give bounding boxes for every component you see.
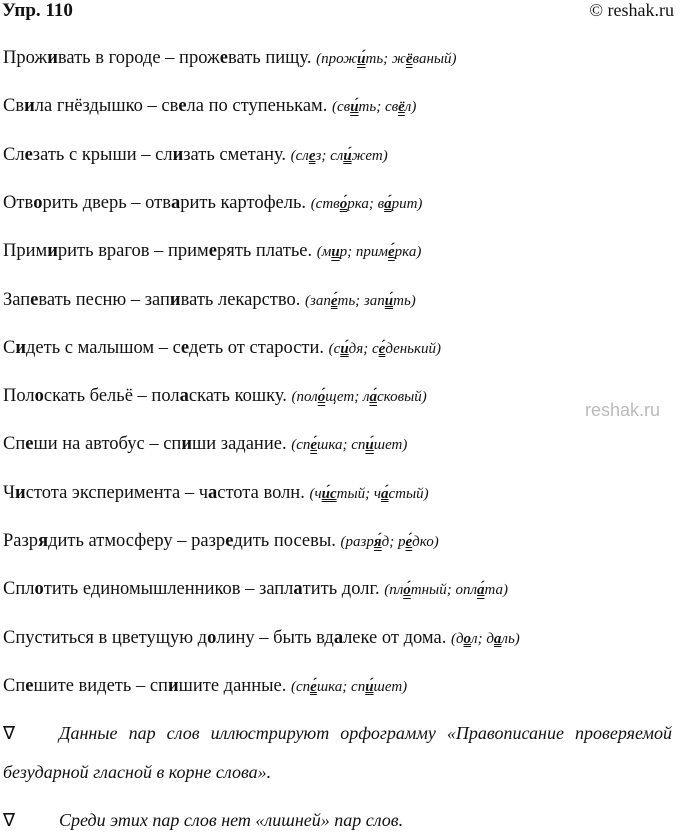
hint-text: ть; св (358, 99, 399, 116)
sentence-text: Сп (3, 675, 26, 696)
hint-text: (д (450, 630, 464, 647)
check-word-hint (291, 437, 407, 453)
highlighted-vowel: о (34, 579, 44, 600)
sentence-text: рить картофель. (180, 192, 311, 213)
highlighted-vowel: е (25, 434, 34, 455)
highlighted-vowel: е (25, 675, 34, 696)
hint-text: (зап (304, 292, 331, 309)
hint-text: рка) (394, 244, 422, 261)
sentence-text: лину – быть вд (216, 627, 334, 648)
word-pair-line (3, 577, 508, 602)
word-pair-line (3, 529, 439, 554)
sentence-text: ла по ступенькам. (186, 96, 333, 117)
stressed-vowel: и (331, 244, 340, 261)
hint-text: (прож (316, 51, 358, 67)
note-1 (3, 714, 672, 792)
stressed-vowel: е́ (378, 340, 386, 357)
highlighted-vowel: о (207, 627, 217, 648)
hint-text: денький) (385, 340, 442, 357)
word-pair-line (3, 46, 457, 71)
stressed-vowel: ё (398, 99, 405, 116)
highlighted-vowel: е (208, 241, 217, 262)
highlighted-vowel: е (219, 48, 228, 68)
hint-text: (пол (291, 389, 318, 406)
hint-text: (св (332, 99, 351, 116)
sentence-text: шите данные. (178, 675, 291, 696)
highlighted-vowel: е (178, 96, 187, 117)
highlighted-vowel: и (169, 289, 181, 310)
triangle-icon: ∇ (3, 723, 16, 743)
sentence-text: вать песню – зап (38, 289, 170, 310)
note-2 (3, 801, 672, 833)
word-pair-line (3, 94, 416, 119)
hint-text: д; р (381, 534, 406, 550)
sentence-text: Разр (3, 531, 39, 551)
sentence-text: ла гнёздышко – св (34, 96, 179, 117)
sentence-text: Спл (3, 579, 35, 600)
sentence-text: леке от дома. (343, 627, 451, 648)
highlighted-vowel: и (15, 482, 26, 503)
word-pair-line (3, 384, 427, 409)
highlighted-vowel: а (208, 482, 218, 503)
sentence-text: вать пищу. (228, 48, 317, 68)
sentence-text: зать с крыши – сл (32, 144, 173, 165)
watermark: reshak.ru (585, 400, 661, 420)
hint-text: ть) (393, 292, 416, 309)
hint-text: (пл (384, 582, 404, 599)
word-pair-line (3, 288, 416, 313)
hint-text: сковый) (376, 389, 427, 406)
sentence-text: Пол (3, 386, 35, 407)
hint-text: (сп (291, 678, 311, 695)
sentence-text: шите видеть – сп (33, 675, 168, 696)
highlighted-vowel: о (33, 192, 43, 213)
hint-text: шка; сп (316, 678, 366, 695)
stressed-vowel: и́ (384, 292, 394, 309)
hint-text: рка; в (347, 195, 385, 212)
stressed-vowel: и́ (357, 51, 366, 67)
sentence-text: тить долг. (302, 579, 385, 600)
exercise-number: Упр. 110 (2, 0, 73, 21)
highlighted-vowel: е (30, 289, 39, 310)
sentence-text: дить атмосферу – разр (48, 531, 226, 551)
highlighted-vowel: о (34, 386, 44, 407)
sentence-text: Св (3, 96, 25, 117)
check-word-hint (291, 148, 388, 164)
word-pair-line (3, 481, 429, 506)
hint-text: (разр (340, 534, 374, 550)
hint-text: (м (316, 244, 332, 261)
stressed-vowel: и́ (340, 340, 349, 357)
word-pair-line (3, 336, 441, 361)
sentence-text: рить дверь – отв (42, 192, 171, 213)
sentence-text: вать в городе – прож (57, 48, 220, 68)
sentence-text: скать бельё – пол (43, 386, 180, 407)
sentence-text: деть с малышом – с (26, 337, 181, 358)
sentence-text: С (3, 337, 16, 358)
word-pair-line (3, 432, 407, 457)
check-word-hint (332, 99, 416, 115)
sentence-text: стота волн. (217, 482, 310, 503)
word-pair-line (3, 143, 388, 168)
check-word-hint (291, 679, 407, 695)
hint-text: та) (484, 582, 508, 599)
hint-text: шет) (373, 437, 408, 454)
stressed-vowel: а́ (384, 195, 392, 212)
triangle-icon: ∇ (3, 810, 16, 830)
note-text: Среди этих пар слов нет «лишней» пар слов. (59, 810, 404, 830)
sentence-text: Зап (3, 289, 31, 310)
highlighted-vowel: е (24, 144, 33, 165)
highlighted-vowel: а (333, 627, 344, 648)
highlighted-vowel: я (38, 531, 49, 551)
word-pair-line (3, 626, 520, 651)
sentence-text: ши задание. (192, 434, 292, 455)
word-pair-line (3, 674, 407, 699)
stressed-vowel: е́ (310, 678, 317, 695)
hint-text: (ств (310, 195, 340, 212)
hint-text: л) (404, 99, 417, 116)
hint-text: р; прим (339, 244, 388, 261)
hint-text: ваный) (412, 51, 457, 67)
sentence-text: ши на автобус – сп (33, 434, 182, 455)
note-text: Данные пар слов иллюстрируют орфограмму «Правописание проверяемой безударной гласной в корне слова». (3, 723, 672, 782)
stressed-vowel: а́ (369, 389, 377, 406)
sentence-text: Прим (3, 241, 48, 262)
hint-text: щет; л (325, 389, 370, 406)
highlighted-vowel: е (180, 337, 190, 358)
check-word-hint (311, 196, 423, 212)
sentence-text: тить единомышленников – запл (43, 579, 294, 600)
sentence-text: Сл (3, 144, 25, 165)
highlighted-vowel: и (172, 144, 184, 165)
stressed-vowel: и́ (365, 437, 374, 454)
hint-text: ть; зап (337, 292, 385, 309)
sentence-text: рять платье. (216, 241, 317, 262)
check-word-hint (329, 341, 441, 357)
stressed-vowel: а́ (476, 582, 485, 599)
hint-text: тый; ч (336, 485, 382, 502)
stressed-vowel: ё (405, 51, 413, 67)
stressed-vowel: е (308, 147, 316, 164)
stressed-vowel: о́ (317, 389, 326, 406)
sentence-text: стота эксперимента – ч (25, 482, 208, 503)
sentence-text: дить посевы. (233, 531, 341, 551)
hint-text: л; д (471, 630, 494, 647)
hint-text: дко) (412, 534, 439, 550)
check-word-hint (384, 582, 508, 598)
sentence-text: Сп (3, 434, 26, 455)
stressed-vowel: е́ (310, 437, 318, 454)
hint-text: стый) (388, 485, 429, 502)
sentence-text: деть от старости. (189, 337, 329, 358)
stressed-vowel: о́ (339, 195, 348, 212)
check-word-hint (316, 51, 456, 67)
stressed-vowel: е́ (388, 244, 395, 261)
stressed-vowel: и́ (350, 99, 359, 116)
stressed-vowel: а (493, 630, 502, 647)
highlighted-vowel: а (293, 579, 303, 600)
check-word-hint (305, 293, 416, 309)
stressed-vowel: е́ (330, 292, 338, 309)
check-word-hint (309, 486, 428, 502)
word-pair-line (3, 239, 421, 264)
highlighted-vowel: и (15, 337, 27, 358)
hint-text: шка; сп (317, 437, 366, 454)
stressed-vowel: я́ (373, 534, 382, 550)
hint-text: дя; с (348, 340, 379, 357)
stressed-vowel: и́с (321, 485, 337, 502)
check-word-hint (292, 389, 427, 405)
hint-text: тный; опл (410, 582, 477, 599)
check-word-hint (341, 534, 439, 550)
stressed-vowel: и́ (365, 678, 374, 695)
hint-text: ть; ж (365, 51, 406, 67)
copyright: © reshak.ru (589, 0, 674, 20)
highlighted-vowel: и (24, 96, 35, 117)
sentence-text: зать сметану. (183, 144, 291, 165)
stressed-vowel: о́ (403, 582, 411, 599)
hint-text: жет) (351, 147, 388, 164)
check-word-hint (451, 631, 520, 647)
word-pair-line (3, 191, 422, 216)
sentence-text: Ч (3, 482, 16, 503)
sentence-text: вать лекарство. (180, 289, 305, 310)
highlighted-vowel: а (179, 386, 189, 407)
hint-text: шет) (373, 678, 408, 695)
highlighted-vowel: и (167, 675, 179, 696)
sentence-text: Спуститься в цветущую д (3, 627, 208, 648)
highlighted-vowel: а (171, 192, 181, 213)
check-word-hint (317, 244, 422, 260)
stressed-vowel: и́ (343, 147, 352, 164)
stressed-vowel: е́ (405, 534, 413, 550)
hint-text: (сл (290, 147, 309, 164)
sentence-text: Отв (3, 192, 34, 213)
hint-text: (сп (291, 437, 311, 454)
hint-text: (ч (309, 485, 322, 502)
highlighted-vowel: и (47, 48, 58, 68)
highlighted-vowel: и (47, 241, 58, 262)
sentence-text: скать кошку. (188, 386, 292, 407)
hint-text: з; сл (315, 147, 344, 164)
hint-text: рит) (391, 195, 423, 212)
hint-text: ль) (501, 630, 520, 647)
sentence-text: рить врагов – прим (57, 241, 209, 262)
highlighted-vowel: е (225, 531, 234, 551)
hint-text: (с (328, 340, 341, 357)
stressed-vowel: о (463, 630, 472, 647)
stressed-vowel: а́ (381, 485, 389, 502)
highlighted-vowel: и (181, 434, 193, 455)
sentence-text: Прож (3, 48, 48, 68)
